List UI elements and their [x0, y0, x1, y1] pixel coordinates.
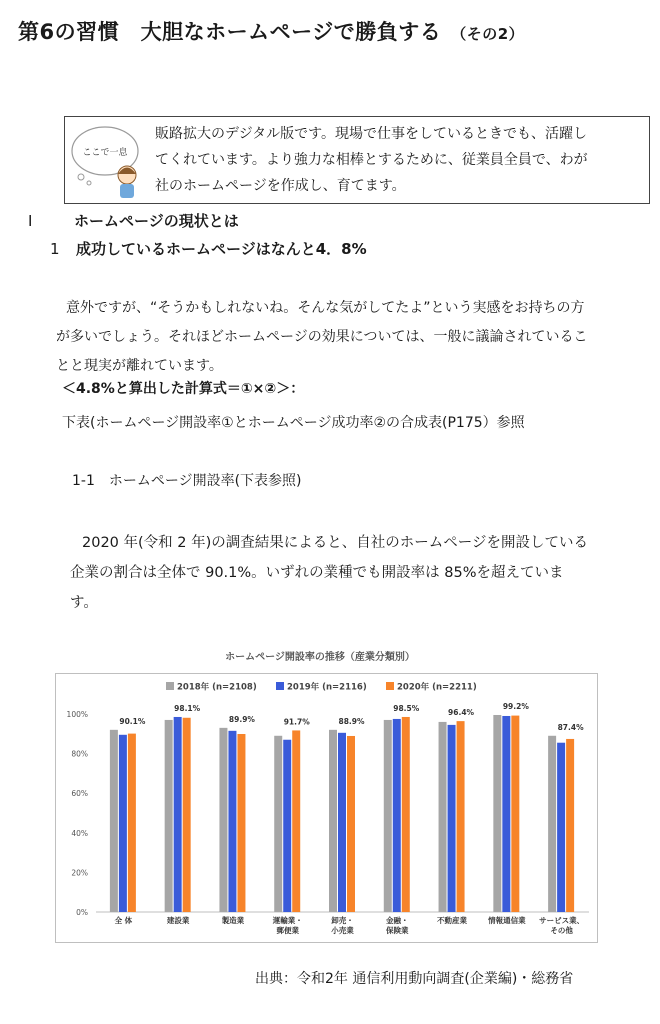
y-tick-label: 60% — [71, 789, 88, 799]
source-citation: 出典：令和2年 通信利用動向調査(企業編)・総務省 — [255, 971, 574, 987]
bar — [439, 722, 447, 912]
bar — [183, 718, 191, 912]
bar — [110, 730, 118, 912]
subsection-number: 1 — [50, 240, 60, 258]
x-tick-label: 郵便業 — [276, 926, 299, 935]
bar — [347, 736, 355, 912]
bar — [165, 720, 173, 912]
y-tick-label: 0% — [76, 908, 88, 917]
x-tick-label: 運輸業・ — [272, 916, 303, 925]
bar — [566, 739, 574, 912]
legend-swatch — [166, 682, 174, 690]
intro-text — [155, 121, 647, 199]
bar — [402, 717, 410, 912]
x-tick-label: 情報通信業 — [488, 916, 526, 925]
bar — [292, 730, 300, 912]
data-label: 88.9% — [338, 716, 365, 726]
x-tick-label: 保険業 — [386, 926, 409, 935]
subsection-1-1-heading: 1-1 ホームページ開設率(下表参照) — [72, 473, 302, 489]
legend-label: 2018年 (n=2108) — [177, 682, 257, 693]
data-label: 91.7% — [283, 717, 310, 727]
section-number: Ⅰ — [28, 212, 33, 230]
x-tick-label: 金融・ — [386, 916, 409, 925]
bar — [502, 716, 510, 912]
paragraph-line: す。 — [70, 595, 98, 611]
bar-chart — [56, 674, 597, 942]
bar — [511, 716, 519, 912]
intro-line: てくれています。より強力な相棒とするために、従業員全員で、わが — [155, 152, 588, 168]
paragraph-line: 2020 年(令和 2 年)の調査結果によると、自社のホームページを開設している — [82, 535, 588, 551]
paragraph-line: 意外ですが、“そうかもしれないね。そんな気がしてたよ”という実感をお持ちの方 — [66, 300, 585, 316]
bar — [283, 740, 291, 912]
x-tick-label: 卸売・ — [331, 916, 354, 925]
bar — [557, 743, 565, 912]
page-title-main: 第6の習慣 大胆なホームページで勝負する — [18, 20, 442, 44]
legend-label: 2020年 (n=2211) — [397, 682, 477, 693]
y-tick-label: 20% — [71, 868, 88, 878]
bar — [274, 736, 282, 912]
intro-box — [64, 116, 650, 204]
mascot-illustration — [69, 121, 151, 199]
data-label: 98.1% — [174, 703, 201, 713]
paragraph-line: 企業の割合は全体で 90.1%。いずれの業種でも開設率は 85%を超えていま — [70, 565, 564, 581]
data-label: 87.4% — [557, 722, 584, 732]
x-tick-label: その他 — [550, 926, 573, 935]
bar — [338, 733, 346, 912]
legend-swatch — [386, 682, 394, 690]
subsection-heading — [50, 238, 367, 259]
bar — [128, 734, 136, 912]
intro-line: 社のホームページを作成し、育てます。 — [155, 178, 406, 194]
y-tick-label: 40% — [71, 828, 88, 838]
y-tick-label: 80% — [71, 749, 88, 759]
data-label: 99.2% — [502, 701, 529, 711]
section-heading — [28, 210, 239, 231]
data-label: 90.1% — [119, 716, 146, 726]
bar — [237, 734, 245, 912]
chart-frame — [55, 673, 598, 943]
chart-title: ホームページ開設率の推移（産業分類別） — [225, 652, 415, 663]
bar — [174, 717, 182, 912]
x-tick-label: サービス業、 — [539, 916, 585, 925]
legend-label: 2019年 (n=2116) — [287, 682, 367, 693]
data-label: 89.9% — [228, 714, 255, 724]
bar — [393, 719, 401, 912]
page-title-sub: （その2） — [451, 25, 525, 43]
x-tick-label: 建設業 — [166, 916, 190, 925]
bar — [457, 721, 465, 912]
paragraph-line: とと現実が離れています。 — [56, 358, 223, 374]
paragraph-line: が多いでしょう。それほどホームページの効果については、一般に議論されているこ — [56, 329, 588, 345]
x-tick-label: 全 体 — [114, 916, 133, 925]
mascot-speech-label: ここで一息 — [82, 148, 128, 158]
bar — [384, 720, 392, 912]
bar — [448, 725, 456, 912]
section-title: ホームページの現状とは — [74, 212, 239, 230]
bar — [228, 731, 236, 912]
bar — [219, 728, 227, 912]
x-tick-label: 製造業 — [221, 916, 245, 925]
data-label: 98.5% — [393, 703, 420, 713]
subsection-title: 成功しているホームページはなんと4．8% — [76, 240, 367, 258]
bar — [119, 735, 127, 912]
paragraph-1 — [56, 294, 650, 381]
x-tick-label: 不動産業 — [437, 916, 468, 925]
page-title — [18, 16, 524, 46]
bar — [493, 715, 501, 912]
data-label: 96.4% — [448, 708, 475, 718]
intro-line: 販路拡大のデジタル版です。現場で仕事をしているときでも、活躍し — [155, 126, 588, 142]
x-tick-label: 小売業 — [331, 926, 354, 935]
bar — [329, 730, 337, 912]
legend-swatch — [276, 682, 284, 690]
paragraph-2 — [70, 528, 650, 618]
y-tick-label: 100% — [66, 710, 88, 719]
table-reference: 下表(ホームページ開設率①とホームページ成功率②の合成表(P175）参照 — [62, 415, 525, 431]
bar — [548, 736, 556, 912]
formula-heading: ＜4.8%と算出した計算式＝①×②＞： — [62, 381, 305, 397]
